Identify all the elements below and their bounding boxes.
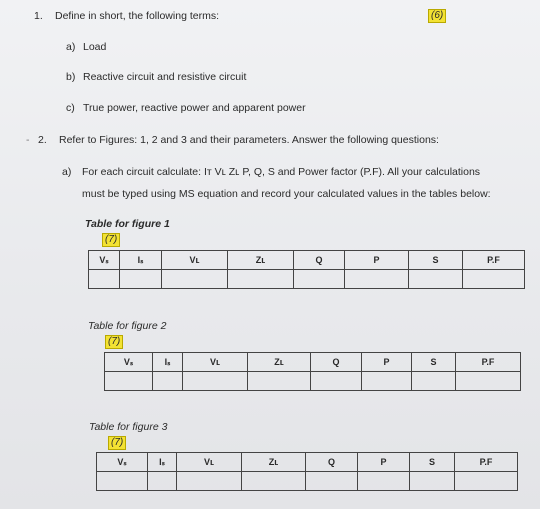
table-cell[interactable] xyxy=(294,270,345,289)
col-p: P xyxy=(358,453,410,472)
table-figure-1 xyxy=(88,250,525,289)
table-cell[interactable] xyxy=(89,270,120,289)
col-zl: Zʟ xyxy=(242,453,306,472)
table-cell[interactable] xyxy=(183,372,248,391)
col-is: Iₛ xyxy=(148,453,177,472)
col-vs: Vₛ xyxy=(105,353,153,372)
q1c-text: True power, reactive power and apparent power xyxy=(83,102,306,114)
table-cell[interactable] xyxy=(345,270,409,289)
q1a-text: Load xyxy=(83,41,107,53)
col-s: S xyxy=(412,353,456,372)
q1c-label: c) xyxy=(66,102,75,114)
table-cell[interactable] xyxy=(228,270,294,289)
q1-text: Define in short, the following terms: xyxy=(55,10,219,22)
col-zl: Zʟ xyxy=(248,353,311,372)
table-figure-2 xyxy=(104,352,521,391)
col-p: P xyxy=(345,251,409,270)
table3-marks: (7) xyxy=(108,436,126,450)
table-cell[interactable] xyxy=(248,372,311,391)
q2a-line1: For each circuit calculate: Iᴛ Vʟ Zʟ P, Q, S and Power factor (P.F). All your calculations xyxy=(82,166,481,178)
table-row xyxy=(105,372,521,391)
col-s: S xyxy=(410,453,455,472)
table-cell[interactable] xyxy=(412,372,456,391)
col-q: Q xyxy=(294,251,345,270)
table2-title: Table for figure 2 xyxy=(88,320,167,332)
col-zl: Zʟ xyxy=(228,251,294,270)
table-cell[interactable] xyxy=(409,270,463,289)
q1a-label: a) xyxy=(66,41,76,53)
table-row xyxy=(89,270,525,289)
col-vs: Vₛ xyxy=(97,453,148,472)
table1-marks: (7) xyxy=(102,233,120,247)
table-figure-3 xyxy=(96,452,518,491)
col-pf: P.F xyxy=(455,453,518,472)
col-is: Iₛ xyxy=(153,353,183,372)
col-vl: Vʟ xyxy=(183,353,248,372)
table-cell[interactable] xyxy=(463,270,525,289)
table-cell[interactable] xyxy=(410,472,455,491)
q1b-label: b) xyxy=(66,71,76,83)
table2-marks: (7) xyxy=(105,335,123,349)
table-row xyxy=(97,472,518,491)
table-cell[interactable] xyxy=(456,372,521,391)
q2a-line2: must be typed using MS equation and record your calculated values in the tables below: xyxy=(82,188,491,200)
col-pf: P.F xyxy=(463,251,525,270)
table-header-row xyxy=(105,353,521,372)
table-cell[interactable] xyxy=(306,472,358,491)
q1b-text: Reactive circuit and resistive circuit xyxy=(83,71,247,83)
table-cell[interactable] xyxy=(148,472,177,491)
col-vl: Vʟ xyxy=(177,453,242,472)
table-cell[interactable] xyxy=(120,270,162,289)
col-vl: Vʟ xyxy=(162,251,228,270)
table-cell[interactable] xyxy=(362,372,412,391)
table1-title: Table for figure 1 xyxy=(85,218,170,230)
col-q: Q xyxy=(311,353,362,372)
table-cell[interactable] xyxy=(97,472,148,491)
table-cell[interactable] xyxy=(455,472,518,491)
table-cell[interactable] xyxy=(162,270,228,289)
col-vs: Vₛ xyxy=(89,251,120,270)
table-cell[interactable] xyxy=(242,472,306,491)
table-cell[interactable] xyxy=(177,472,242,491)
q1-marks: (6) xyxy=(428,9,446,23)
q2-bullet-dash: - xyxy=(26,134,30,146)
table3-title: Table for figure 3 xyxy=(89,421,168,433)
table-cell[interactable] xyxy=(105,372,153,391)
col-is: Iₛ xyxy=(120,251,162,270)
q2-number: 2. xyxy=(38,134,47,146)
table-header-row xyxy=(89,251,525,270)
table-cell[interactable] xyxy=(358,472,410,491)
q2-text: Refer to Figures: 1, 2 and 3 and their parameters. Answer the following questions: xyxy=(59,134,439,146)
q1-number: 1. xyxy=(34,10,43,22)
q2a-label: a) xyxy=(62,166,72,178)
table-cell[interactable] xyxy=(311,372,362,391)
col-pf: P.F xyxy=(456,353,521,372)
table-cell[interactable] xyxy=(153,372,183,391)
col-q: Q xyxy=(306,453,358,472)
table-header-row xyxy=(97,453,518,472)
col-p: P xyxy=(362,353,412,372)
col-s: S xyxy=(409,251,463,270)
